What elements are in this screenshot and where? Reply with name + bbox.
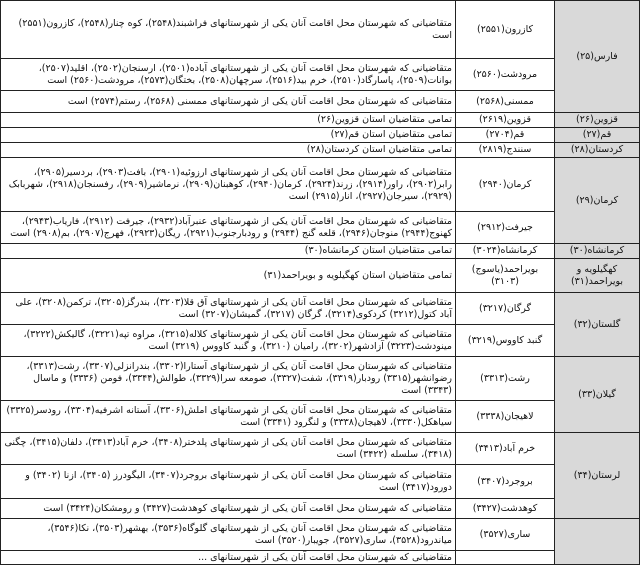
table-row [1, 59, 640, 91]
province-cell: کرمانشاه(۳۰) [555, 244, 640, 259]
description-cell: متقاضیانی که شهرستان محل اقامت آنان یکی از شهرستانهای ارزوئیه(۲۹۰۱)، بافت(۲۹۰۳)، بردسیر(۲۹۰۵)، رابر(۲۹۰۲)، راور(۲۹۱۴)، زرند(۲۹۲۴)، کرمان(۲۹۴۰)، کوهبنان(۲۹۰۹)، نرماشیر(۲۹۰۹)، رفسنجان(۲۹۱۸)، شهربابک (۲۹۲۹)، سیرجان(۲۹۲۷)، انار(۲۹۱۵) است [1, 158, 456, 212]
province-cell: گیلان(۳۳) [555, 357, 640, 433]
city-cell: مرودشت(۲۵۶۰) [456, 59, 555, 91]
description-cell: متقاضیانی که شهرستان محل اقامت آنان یکی از شهرستانهای گلوگاه(۳۵۳۶)، بهشهر(۳۵۰۳)، نکا(۳۵۴۶)، میاندرود(۳۵۲۸)، ساری(۳۵۲۷)، جویبار(۳۵۲۰) است [1, 519, 456, 551]
city-cell [456, 551, 555, 565]
province-cell: گلستان(۳۲) [555, 293, 640, 357]
city-cell: جیرفت(۲۹۱۲) [456, 212, 555, 244]
table-row [1, 433, 640, 465]
table-row [1, 465, 640, 499]
description-cell: متقاضیانی که شهرستان محل اقامت آنان یکی از شهرستانهای آباده(۲۵۰۱)، ارسنجان(۲۵۰۲)، اقلید(۲۵۰۷)، بوانات(۲۵۰۹)، پاسارگاد(۲۵۱۰)، خرم بید(۲۵۱۶)، سرچهان(۲۵۰۸)، بختگان(۲۵۷۳)، مرودشت(۲۵۶۰) است [1, 59, 456, 91]
province-cell: کرمان(۲۹) [555, 158, 640, 244]
table-row [1, 158, 640, 212]
table-row [1, 325, 640, 357]
city-cell: خرم آباد(۳۴۱۳) [456, 433, 555, 465]
city-cell: ممسنی(۲۵۶۸) [456, 91, 555, 113]
description-cell: متقاضیانی که شهرستان محل اقامت آنان یکی از شهرستانهای آستارا(۳۳۰۲)، بندرانزلی(۳۳۰۷)، رشت(۳۳۱۳)، رضوانشهر(۳۳۱۵) رودبار(۳۳۱۹)، شفت(۳۳۲۷)، صومعه سرا(۳۳۲۹)، طوالش(۳۳۴۴)، فومن (۳۳۳۶) و ماسال (۳۳۴۳) است [1, 357, 456, 401]
description-cell: متقاضیانی که شهرستان محل اقامت آنان یکی از شهرستانهای فراشبند(۲۵۴۸)، کوه چنار(۲۵۴۸)، کازرون(۲۵۵۱) است [1, 1, 456, 59]
table-row [1, 91, 640, 113]
province-cell: قم(۲۷) [555, 128, 640, 143]
table-row [1, 519, 640, 551]
table-row [1, 143, 640, 158]
table-row [1, 401, 640, 433]
city-cell: ساری(۳۵۲۷) [456, 519, 555, 551]
city-cell: قزوین(۲۶۱۹) [456, 113, 555, 128]
table-row [1, 1, 640, 59]
table-row [1, 113, 640, 128]
province-cell: فارس(۲۵) [555, 1, 640, 113]
province-cell [555, 519, 640, 565]
province-cell: کهگیلویه و بویراحمد(۳۱) [555, 259, 640, 293]
city-cell: بویراحمد(یاسوج)(۳۱۰۳) [456, 259, 555, 293]
city-cell: سنندج(۲۸۱۹) [456, 143, 555, 158]
table-row [1, 551, 640, 565]
table-row [1, 128, 640, 143]
description-cell: متقاضیانی که شهرستان محل اقامت آنان یکی از شهرستانهای ممسنی (۲۵۶۸)، رستم(۲۵۷۴) است [1, 91, 456, 113]
description-cell: متقاضیانی که شهرستان محل اقامت آنان یکی از شهرستانهای پلدختر(۳۴۰۸)، خرم آباد(۳۴۱۳)، دلفان(۳۴۱۵)، چگنی (۳۴۱۸)، سلسله (۳۴۲۲) است [1, 433, 456, 465]
description-cell: متقاضیانی که شهرستان محل اقامت آنان یکی از شهرستانهای کوهدشت(۳۴۲۷) و رومشکان(۳۴۲۴) است [1, 499, 456, 519]
city-cell: گنبد کاووس(۳۲۱۹) [456, 325, 555, 357]
table-row [1, 212, 640, 244]
description-cell: تمامی متقاضیان استان قزوین(۲۶) [1, 113, 456, 128]
description-cell: متقاضیانی که شهرستان محل اقامت آنان یکی از شهرستانهای عنبرآباد(۲۹۳۲)، جیرفت (۲۹۱۲)، فاریاب(۲۹۴۳)، کهنوج(۲۹۴۴) منوجان(۲۹۴۶)، قلعه گنج (۲۹۴۴) و رودبارجنوب(۲۹۲۱)، ریگان(۲۹۲۳)، فهرج(۲۹۰۷)، بم(۲۹۰۸) است [1, 212, 456, 244]
table-row [1, 357, 640, 401]
description-cell: متقاضیانی که شهرستان محل اقامت آنان یکی از شهرستانهای بروجرد(۳۴۰۷)، الیگودرز (۳۴۰۵)، ازنا (۳۴۰۲) و دورود(۳۴۱۷) است [1, 465, 456, 499]
province-cell: لرستان(۳۴) [555, 433, 640, 519]
city-cell: رشت(۳۳۱۳) [456, 357, 555, 401]
description-cell: تمامی متقاضیان استان کهگیلویه و بویراحمد(۳۱) [1, 259, 456, 293]
city-cell: بروجرد(۳۴۰۷) [456, 465, 555, 499]
city-cell: لاهیجان(۳۳۳۸) [456, 401, 555, 433]
table-row [1, 259, 640, 293]
city-cell: قم(۲۷۰۴) [456, 128, 555, 143]
table-row [1, 499, 640, 519]
description-cell: تمامی متقاضیان استان قم(۲۷) [1, 128, 456, 143]
province-cell: کردستان(۲۸) [555, 143, 640, 158]
city-cell: گرگان(۳۲۱۷) [456, 293, 555, 325]
city-cell: کرمان(۲۹۴۰) [456, 158, 555, 212]
table-row [1, 293, 640, 325]
description-cell: متقاضیانی که شهرستان محل اقامت آنان یکی از شهرستانهای ... [1, 551, 456, 565]
province-cell: قزوین(۲۶) [555, 113, 640, 128]
description-cell: تمامی متقاضیان استان کردستان(۲۸) [1, 143, 456, 158]
city-cell: کرمانشاه(۳۰۲۴) [456, 244, 555, 259]
city-cell: کازرون(۲۵۵۱) [456, 1, 555, 59]
city-cell: کوهدشت(۳۴۲۷) [456, 499, 555, 519]
description-cell: متقاضیانی که شهرستان محل اقامت آنان یکی از شهرستانهای املش(۳۳۰۶)، آستانه اشرفیه(۳۳۰۴)، رودسر(۳۳۲۵) سیاهکل(۳۳۳۰)، لاهیجان(۳۳۳۸) و لنگرود (۳۳۴۱) است [1, 401, 456, 433]
table-row [1, 244, 640, 259]
description-cell: متقاضیانی که شهرستان محل اقامت آنان یکی از شهرستانهای کلاله(۳۲۱۵)، مراوه تپه(۳۲۲۱)، گالیکش(۳۲۲۲)، مینودشت(۳۲۲۳) آزادشهر(۳۲۰۲)، رامیان (۳۲۱۰)، و گنبد کاووس (۳۲۱۹) است [1, 325, 456, 357]
description-cell: متقاضیانی که شهرستان محل اقامت آنان یکی از شهرستانهای آق قلا(۳۲۰۳)، بندرگز(۳۲۰۵)، ترکمن(۳۲۰۸)، علی آباد کتول(۳۲۱۲) کردکوی(۳۲۱۴)، گرگان (۳۲۱۷)، گمیشان(۳۲۰۷) است [1, 293, 456, 325]
description-cell: تمامی متقاضیان استان کرمانشاه(۳۰) [1, 244, 456, 259]
